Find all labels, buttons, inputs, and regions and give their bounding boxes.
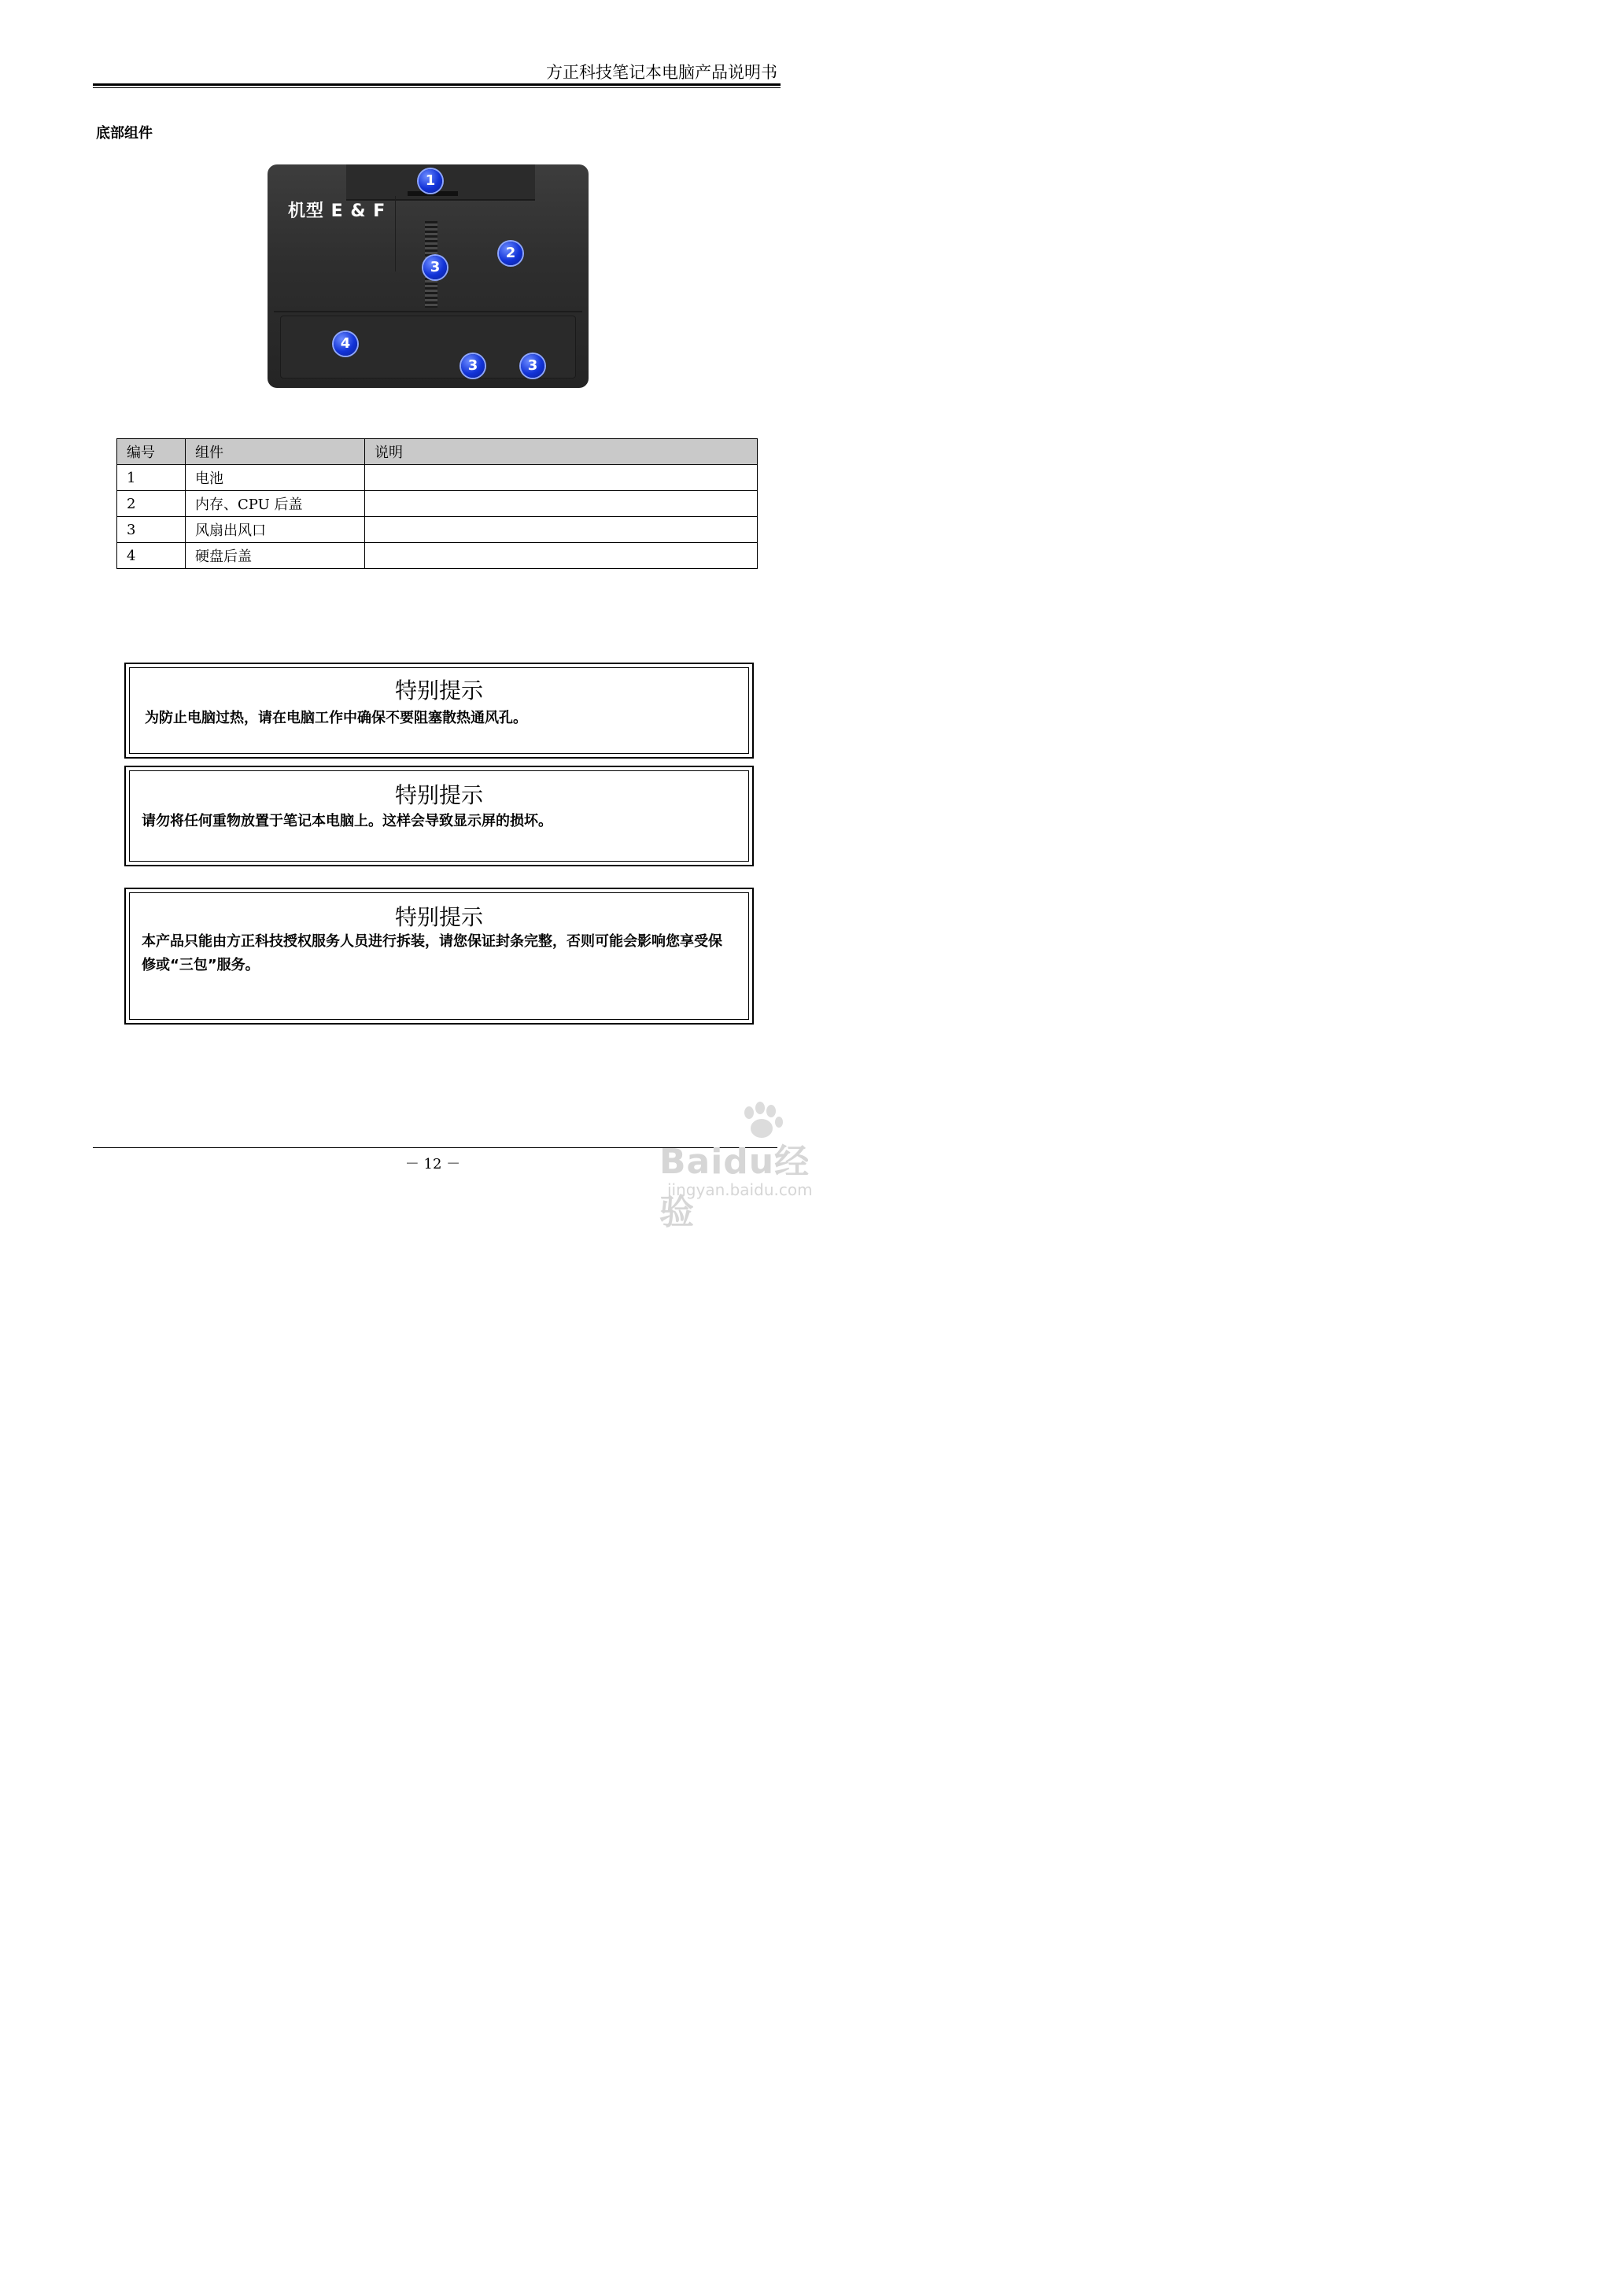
notice-title: 特别提示 xyxy=(394,904,483,930)
table-cell: 内存、CPU 后盖 xyxy=(186,491,365,517)
table-header: 组件 xyxy=(186,439,365,465)
baidu-watermark xyxy=(645,1102,818,1232)
watermark-brand: Baidu经验 xyxy=(659,1142,810,1232)
badge-1: 1 xyxy=(419,169,442,193)
component-table xyxy=(116,438,758,569)
table-cell: 2 xyxy=(117,491,186,517)
table-header: 编号 xyxy=(117,439,186,465)
badge-3-bottom-left: 3 xyxy=(461,354,485,378)
notice-text: 请勿将任何重物放置于笔记本电脑上。这样会导致显示屏的损坏。 xyxy=(142,813,552,829)
laptop-bottom-photo xyxy=(268,164,589,388)
table-cell: 4 xyxy=(117,543,186,569)
table-cell xyxy=(365,465,758,491)
section-title: 底部组件 xyxy=(96,125,153,142)
page-number: － 12 － xyxy=(404,1156,461,1172)
table-row xyxy=(117,491,758,517)
table-header: 说明 xyxy=(365,439,758,465)
table-cell: 1 xyxy=(117,465,186,491)
notice-text: 本产品只能由方正科技授权服务人员进行拆装，请您保证封条完整，否则可能会影响您享受保修或“三包”服务。 xyxy=(142,933,722,973)
table-cell: 3 xyxy=(117,517,186,543)
panel-seam xyxy=(395,196,396,271)
table-header-row xyxy=(117,439,758,465)
notice-title: 特别提示 xyxy=(394,678,483,703)
model-label: 机型 E & F xyxy=(288,201,386,221)
notice-box-weight xyxy=(124,766,754,866)
table-cell: 硬盘后盖 xyxy=(186,543,365,569)
table-cell xyxy=(365,543,758,569)
table-row xyxy=(117,465,758,491)
table-cell xyxy=(365,517,758,543)
header-title: 方正科技笔记本电脑产品说明书 xyxy=(546,63,777,82)
header-rule-thin xyxy=(93,87,781,88)
notice-box-warranty xyxy=(124,888,754,1025)
notice-text: 为防止电脑过热，请在电脑工作中确保不要阻塞散热通风孔。 xyxy=(145,710,527,726)
badge-3-top: 3 xyxy=(423,256,447,279)
notice-title: 特别提示 xyxy=(394,782,483,808)
table-cell: 电池 xyxy=(186,465,365,491)
badge-3-bottom-right: 3 xyxy=(521,354,544,378)
notice-box-overheat xyxy=(124,663,754,759)
table-row xyxy=(117,543,758,569)
badge-4: 4 xyxy=(334,332,357,356)
badge-2: 2 xyxy=(499,242,522,265)
table-cell: 风扇出风口 xyxy=(186,517,365,543)
watermark-url: jingyan.baidu.com xyxy=(667,1180,813,1199)
panel-divider xyxy=(274,311,582,312)
header-rule xyxy=(93,83,781,86)
table-row xyxy=(117,517,758,543)
table-cell xyxy=(365,491,758,517)
